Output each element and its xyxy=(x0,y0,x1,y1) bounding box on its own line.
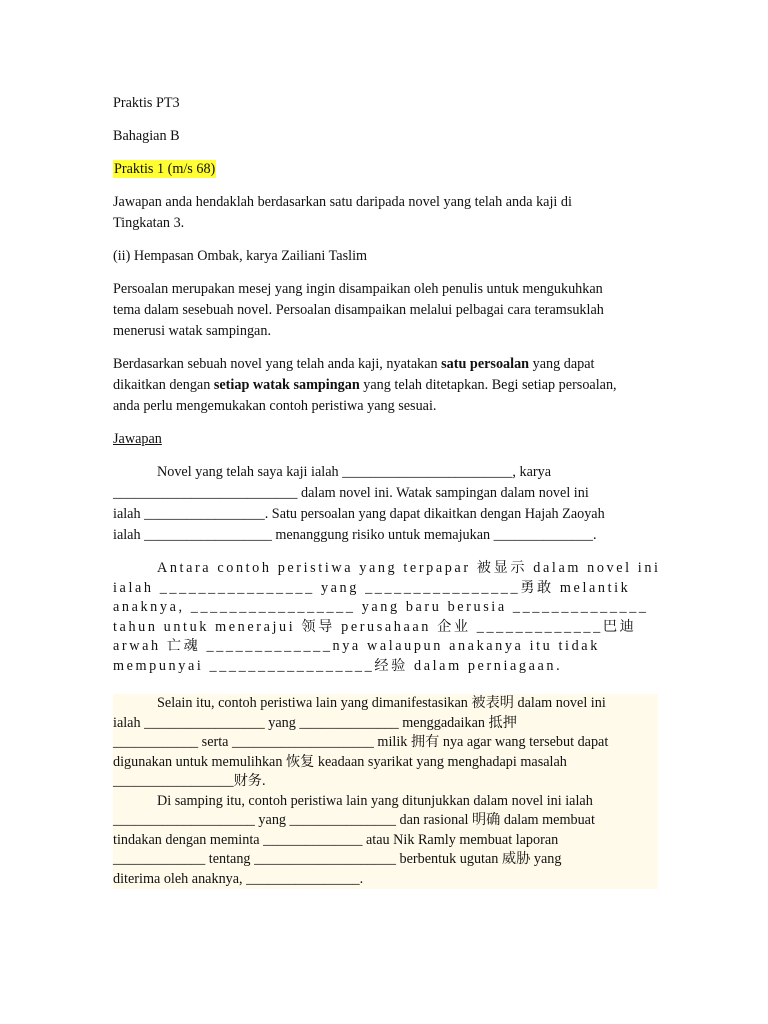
task-text: yang telah ditetapkan. Begi setiap persoalan, xyxy=(359,377,617,393)
task-line xyxy=(113,375,658,396)
answer-line: _____________ tentang ____________________ berbentuk ugutan 威胁 yang xyxy=(113,851,562,867)
answer-line xyxy=(113,559,661,579)
answer-line: __________________________ dalam novel ini. Watak sampingan dalam novel ini xyxy=(113,485,589,501)
answer-line: tindakan dengan meminta ______________ atau Nik Ramly membuat laporan xyxy=(113,831,559,848)
practice-label-line xyxy=(113,159,658,180)
answer-paragraph-2 xyxy=(113,559,661,676)
answer-line: ____________________ yang _______________ dan rasional 明确 dalam membuat xyxy=(113,812,595,828)
intro-line: menerusi watak sampingan. xyxy=(113,323,271,339)
instruction-line: Tingkatan 3. xyxy=(113,215,185,231)
answer-line: ialah __________________ menanggung risiko untuk memajukan ______________. xyxy=(113,527,597,543)
answer-line: anaknya, _________________ yang baru berusia ______________ xyxy=(113,599,649,615)
answer-line-text: Antara contoh peristiwa yang terpapar 被显示 dalam novel ini xyxy=(157,560,661,576)
task-line xyxy=(113,354,658,375)
answer-line: mempunyai _________________经验 dalam perniagaan. xyxy=(113,657,563,674)
answer-line: ____________ serta ____________________ milik 拥有 nya agar wang tersebut dapat xyxy=(113,734,609,750)
intro-line: tema dalam sesebuah novel. Persoalan disampaikan melalui pelbagai cara teramsuklah xyxy=(113,302,604,318)
intro-line: Persoalan merupakan mesej yang ingin disampaikan oleh penulis untuk mengukuhkan xyxy=(113,281,603,297)
answer-line: diterima oleh anaknya, ________________. xyxy=(113,870,364,887)
instruction-line: Jawapan anda hendaklah berdasarkan satu daripada novel yang telah anda kaji di xyxy=(113,194,572,210)
practice-label: Praktis 1 (m/s 68) xyxy=(114,161,216,177)
answer-line: arwah 亡魂 _____________nya walaupun anakanya itu tidak xyxy=(113,638,600,654)
novel-title: (ii) Hempasan Ombak, karya Zailiani Taslim xyxy=(113,248,368,264)
answer-line xyxy=(113,792,658,812)
answer-paragraph-1 xyxy=(113,462,658,546)
answer-line: ialah _________________ yang ______________ menggadaikan 抵押 xyxy=(113,714,517,731)
answer-line: _________________财务. xyxy=(113,773,266,789)
section-label: Bahagian B xyxy=(113,128,180,144)
answer-paragraph-3 xyxy=(113,694,658,889)
answer-heading: Jawapan xyxy=(113,431,162,447)
task-text: Berdasarkan sebuah novel yang telah anda kaji, nyatakan xyxy=(113,356,442,372)
instruction xyxy=(113,192,658,234)
answer-line xyxy=(113,462,658,483)
task-text: dikaitkan dengan xyxy=(113,377,214,393)
task-line: anda perlu mengemukakan contoh peristiwa yang sesuai. xyxy=(113,398,437,414)
task-bold-text: satu persoalan xyxy=(441,356,530,372)
answer-line: ialah ________________ yang ________________勇敢 melantik xyxy=(113,579,631,596)
task-bold-text: setiap watak sampingan xyxy=(213,377,360,393)
answer-line-text: Di samping itu, contoh peristiwa lain yang ditunjukkan dalam novel ini ialah xyxy=(157,792,593,809)
answer-line: tahun untuk menerajui 领导 perusahaan 企业 _____________巴迪 xyxy=(113,618,637,635)
answer-line xyxy=(113,694,658,714)
answer-line-text: Selain itu, contoh peristiwa lain yang dimanifestasikan 被表明 dalam novel ini xyxy=(157,695,606,711)
answer-line: ialah _________________. Satu persoalan yang dapat dikaitkan dengan Hajah Zaoyah xyxy=(113,506,605,522)
intro-paragraph xyxy=(113,279,658,342)
task-paragraph xyxy=(113,354,658,417)
doc-title: Praktis PT3 xyxy=(113,95,180,111)
answer-line-text: Novel yang telah saya kaji ialah ________________________, karya xyxy=(157,464,552,480)
task-text: yang dapat xyxy=(529,356,595,372)
answer-heading-line xyxy=(113,429,658,450)
answer-line: digunakan untuk memulihkan 恢复 keadaan syarikat yang menghadapi masalah xyxy=(113,753,567,770)
